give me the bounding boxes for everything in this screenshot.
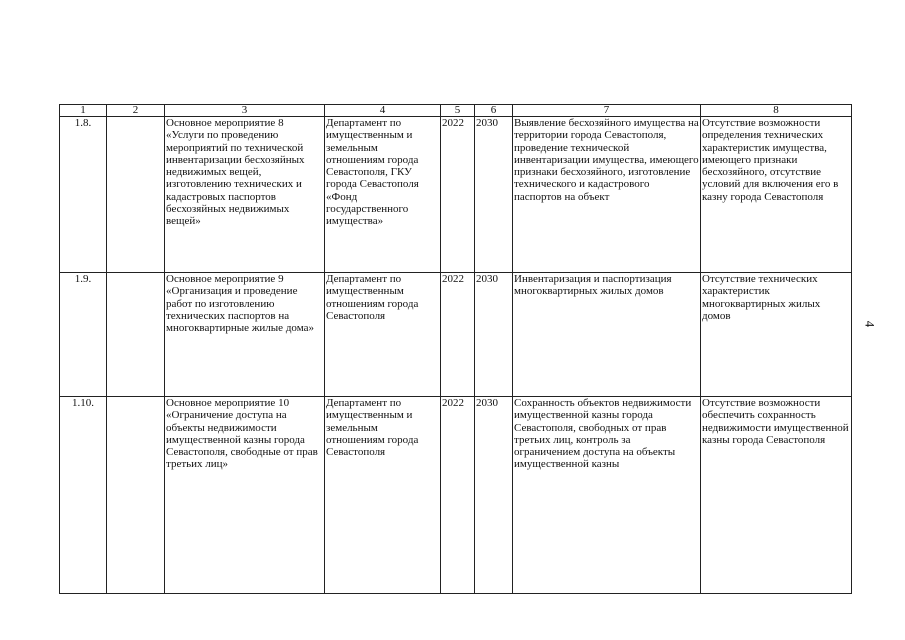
end-year: 2030 <box>475 273 513 397</box>
header-cell-2: 2 <box>107 105 165 117</box>
end-year: 2030 <box>475 397 513 594</box>
page-number: 4 <box>862 320 878 328</box>
non-implementation-consequence: Отсутствие возможности обеспечить сохранность недвижимости имущественной казны города Севастополя <box>701 397 852 594</box>
row-number: 1.9. <box>60 273 107 397</box>
header-cell-3: 3 <box>165 105 325 117</box>
measure-name: Основное мероприятие 9 «Организация и проведение работ по изготовлению технических паспортов на многоквартирные жилые дома» <box>165 273 325 397</box>
measure-name: Основное мероприятие 8 «Услуги по проведению мероприятий по технической инвентаризации бесхозяйных недвижимых вещей, изготовлению технических и кадастровых паспортов бесхозяйных недвижимых вещей» <box>165 117 325 273</box>
row-col2 <box>107 273 165 397</box>
row-col2 <box>107 117 165 273</box>
start-year: 2022 <box>441 273 475 397</box>
end-year: 2030 <box>475 117 513 273</box>
non-implementation-consequence: Отсутствие возможности определения технических характеристик имущества, имеющего признаки бесхозяйного, отсутствие условий для включения его в казну города Севастополя <box>701 117 852 273</box>
measure-name: Основное мероприятие 10 «Ограничение доступа на объекты недвижимости имущественной казны города Севастополя, свободные от прав третьих лиц» <box>165 397 325 594</box>
header-cell-4: 4 <box>325 105 441 117</box>
executor-name: Департамент по имущественным и земельным отношениям города Севастополя <box>325 397 441 594</box>
header-cell-8: 8 <box>701 105 852 117</box>
expected-result: Инвентаризация и паспортизация многоквартирных жилых домов <box>513 273 701 397</box>
executor-name: Департамент по имущественным и земельным отношениям города Севастополя, ГКУ города Севастополя «Фонд государственного имущества» <box>325 117 441 273</box>
non-implementation-consequence: Отсутствие технических характеристик многоквартирных жилых домов <box>701 273 852 397</box>
expected-result: Выявление бесхозяйного имущества на территории города Севастополя, проведение технической инвентаризации имущества, имеющего признаки бесхозяйного, изготовление технического и кадастрового паспортов на объект <box>513 117 701 273</box>
table-row <box>60 397 852 594</box>
start-year: 2022 <box>441 117 475 273</box>
header-cell-7: 7 <box>513 105 701 117</box>
table-row <box>60 117 852 273</box>
row-col2 <box>107 397 165 594</box>
table-row <box>60 273 852 397</box>
row-number: 1.10. <box>60 397 107 594</box>
program-measures-table <box>59 104 852 594</box>
executor-name: Департамент по имущественным отношениям города Севастополя <box>325 273 441 397</box>
start-year: 2022 <box>441 397 475 594</box>
header-cell-1: 1 <box>60 105 107 117</box>
header-cell-5: 5 <box>441 105 475 117</box>
header-cell-6: 6 <box>475 105 513 117</box>
table-header-row <box>60 105 852 117</box>
row-number: 1.8. <box>60 117 107 273</box>
expected-result: Сохранность объектов недвижимости имущественной казны города Севастополя, свободных от прав третьих лиц, контроль за ограничением доступа на объекты имущественной казны <box>513 397 701 594</box>
